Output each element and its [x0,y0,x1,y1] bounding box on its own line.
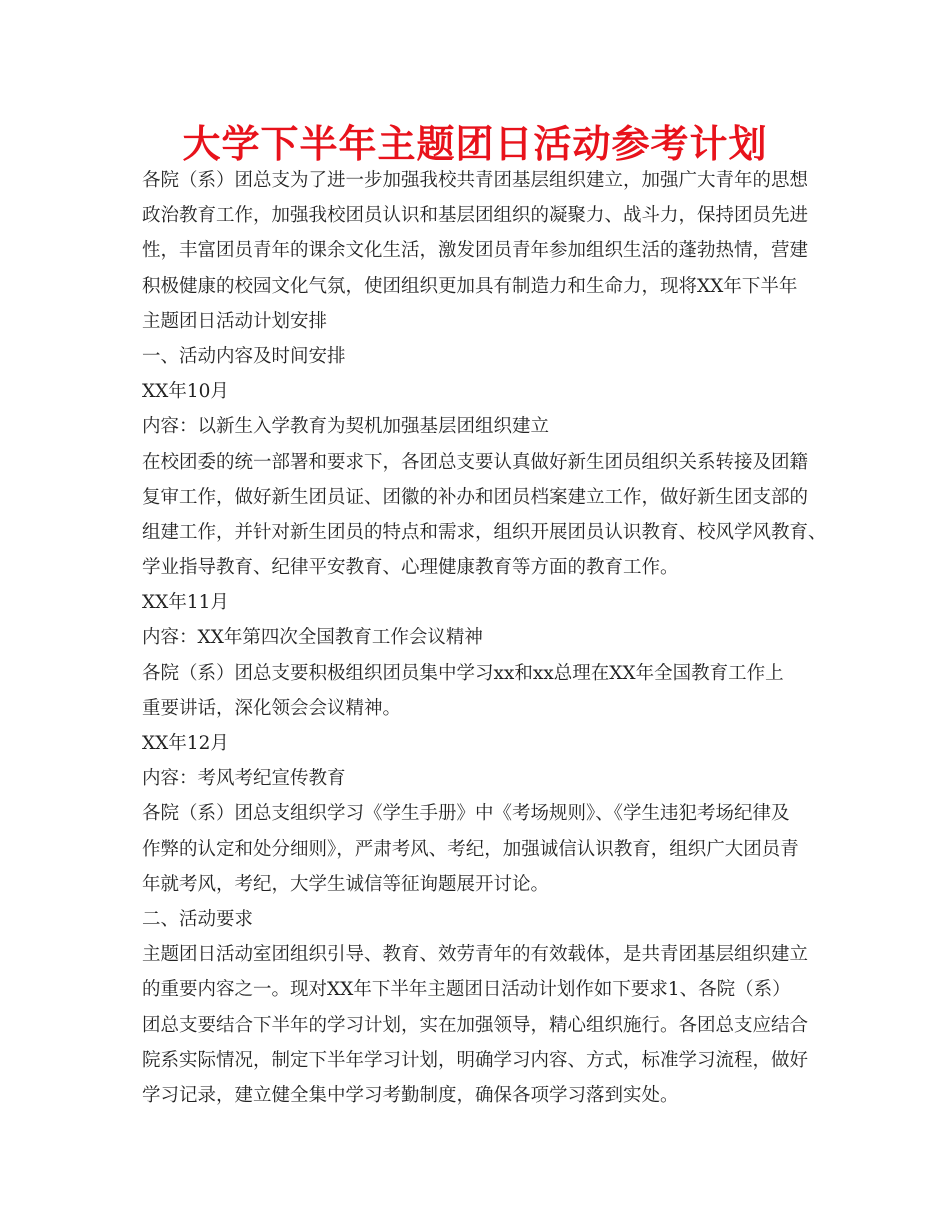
text-line: 学业指导教育、纪律平安教育、心理健康教育等方面的教育工作。 [142,557,679,579]
text-line: 在校团委的统一部署和要求下，各团总支要认真做好新生团员组织关系转接及团籍 [142,451,809,473]
text-line: 主题团日活动计划安排 [142,310,328,332]
text-line: 的重要内容之一。现对XX年下半年主题团日活动计划作如下要求1、各院（系） [142,979,791,1001]
text-line: 重要讲话，深化领会会议精神。 [142,697,402,719]
text-line: 一、活动内容及时间安排 [142,345,346,367]
text-line: XX年12月 [142,733,229,754]
text-line: 各院（系）团总支组织学习《学生手册》中《考场规则》、《学生违犯考场纪律及 [142,803,790,825]
text-line: 性，丰富团员青年的课余文化生活，激发团员青年参加组织生活的蓬勃热情，营建 [142,240,809,262]
text-line: XX年11月 [142,592,229,614]
document-body [142,163,842,1113]
text-line: 学习记录，建立健全集中学习考勤制度，确保各项学习落到实处。 [142,1084,679,1106]
text-line: 复审工作，做好新生团员证、团徽的补办和团员档案建立工作，做好新生团支部的 [142,486,809,508]
text-line: 主题团日活动室团组织引导、教育、效劳青年的有效载体，是共青团基层组织建立 [142,944,809,966]
text-line: 组建工作，并针对新生团员的特点和需求，组织开展团员认识教育、校风学风教育、 [142,521,827,543]
text-line: XX年10月 [142,381,229,403]
text-line: 作弊的认定和处分细则》，严肃考风、考纪，加强诚信认识教育，组织广大团员青 [142,838,799,860]
text-line: 政治教育工作，加强我校团员认识和基层团组织的凝聚力、战斗力，保持团员先进 [142,205,809,227]
text-line: 各院（系）团总支要积极组织团员集中学习xx和xx总理在XX年全国教育工作上 [142,662,784,684]
text-line: 内容：XX年第四次全国教育工作会议精神 [142,627,483,649]
text-line: 院系实际情况，制定下半年学习计划，明确学习内容、方式，标准学习流程，做好 [142,1049,809,1071]
text-line: 积极健康的校园文化气氛，使团组织更加具有制造力和生命力，现将XX年下半年 [142,275,798,297]
text-line: 年就考风，考纪，大学生诚信等征询题展开讨论。 [142,873,550,895]
text-line: 内容：考风考纪宣传教育 [142,768,346,790]
document-title: 大学下半年主题团日活动参考计划 [182,122,768,166]
text-line: 二、活动要求 [142,908,254,930]
text-line: 团总支要结合下半年的学习计划，实在加强领导，精心组织施行。各团总支应结合 [142,1014,809,1036]
text-line: 内容：以新生入学教育为契机加强基层团组织建立 [142,416,550,438]
text-line: 各院（系）团总支为了进一步加强我校共青团基层组织建立，加强广大青年的思想 [142,170,809,191]
